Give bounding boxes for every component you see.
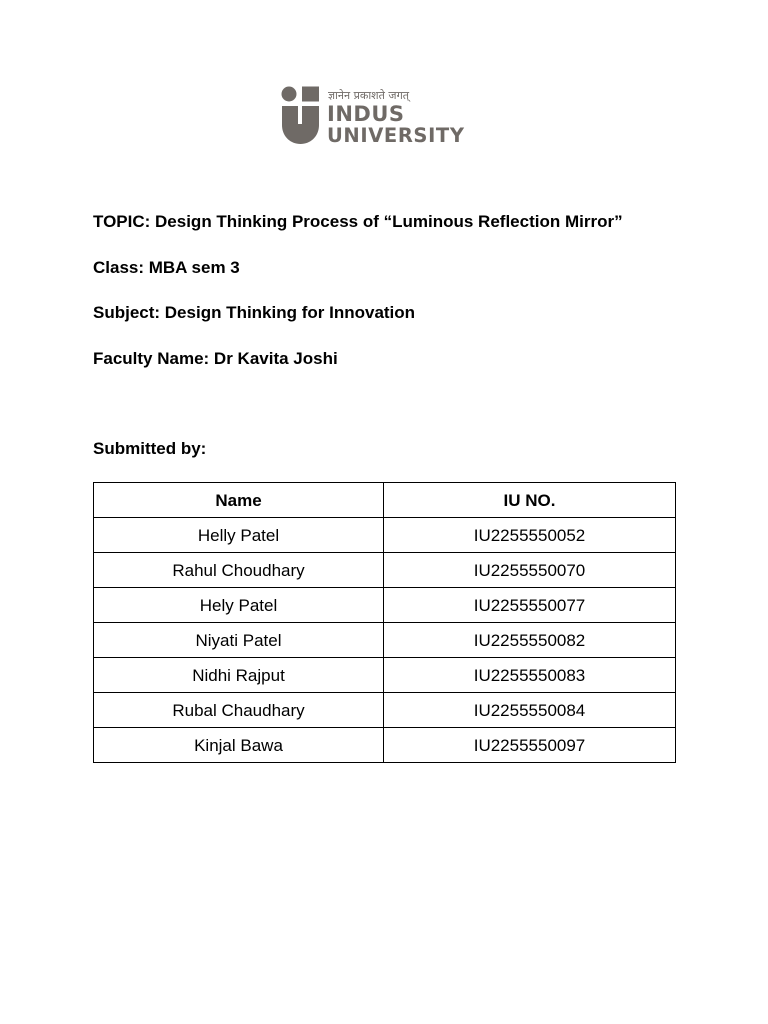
submitted-by-label: Submitted by: xyxy=(93,439,207,458)
table-row xyxy=(94,728,676,763)
member-name: Hely Patel xyxy=(94,588,384,623)
member-name: Kinjal Bawa xyxy=(94,728,384,763)
member-iu-no: IU2255550077 xyxy=(384,588,676,623)
faculty-line: Faculty Name: Dr Kavita Joshi xyxy=(93,349,338,368)
logo-tagline: ज्ञानेन प्रकाशते जगत् xyxy=(328,89,410,102)
member-name: Helly Patel xyxy=(94,518,384,553)
logo-brand-line2: UNIVERSITY xyxy=(327,124,465,147)
table-header-row xyxy=(94,483,676,518)
member-iu-no: IU2255550070 xyxy=(384,553,676,588)
table-row xyxy=(94,658,676,693)
member-name: Nidhi Rajput xyxy=(94,658,384,693)
subject-line: Subject: Design Thinking for Innovation xyxy=(93,303,416,322)
class-line: Class: MBA sem 3 xyxy=(93,258,240,277)
member-iu-no: IU2255550097 xyxy=(384,728,676,763)
university-logo xyxy=(281,86,491,148)
table-row xyxy=(94,518,676,553)
member-iu-no: IU2255550084 xyxy=(384,693,676,728)
table-row xyxy=(94,693,676,728)
table-row xyxy=(94,588,676,623)
member-name: Rahul Choudhary xyxy=(94,553,384,588)
members-table xyxy=(93,482,676,763)
member-name: Niyati Patel xyxy=(94,623,384,658)
member-iu-no: IU2255550082 xyxy=(384,623,676,658)
table-row xyxy=(94,553,676,588)
topic-line: TOPIC: Design Thinking Process of “Luminous Reflection Mirror” xyxy=(93,212,623,231)
member-iu-no: IU2255550083 xyxy=(384,658,676,693)
member-iu-no: IU2255550052 xyxy=(384,518,676,553)
table-row xyxy=(94,623,676,658)
logo-emblem-icon xyxy=(281,86,325,146)
header-iu-no: IU NO. xyxy=(384,483,676,518)
header-name: Name xyxy=(94,483,384,518)
logo-brand-line1: INDUS xyxy=(327,102,405,126)
member-name: Rubal Chaudhary xyxy=(94,693,384,728)
